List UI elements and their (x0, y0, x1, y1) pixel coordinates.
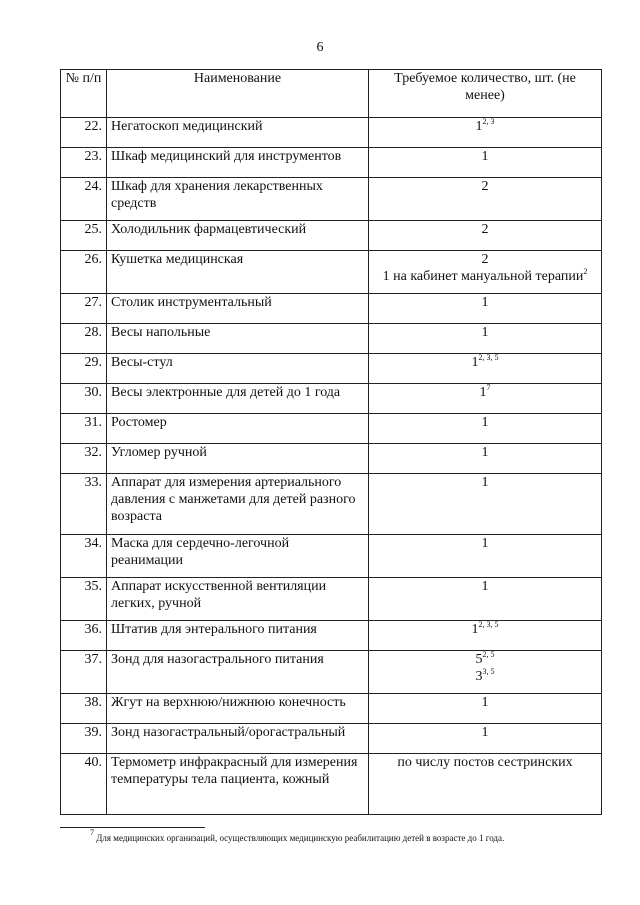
quantity-line (373, 444, 597, 461)
footnote-text: Для медицинских организаций, осуществляющих медицинскую реабилитацию детей в возрасте до 1 года. (96, 833, 505, 843)
row-number: 31. (61, 414, 107, 444)
row-name: Весы напольные (107, 324, 369, 354)
row-number: 34. (61, 535, 107, 578)
quantity-value: 5 (475, 652, 483, 667)
row-quantity (369, 578, 602, 621)
quantity-value: 1 (481, 295, 489, 310)
table-row (61, 621, 602, 651)
row-name: Штатив для энтерального питания (107, 621, 369, 651)
quantity-line (373, 474, 597, 491)
quantity-line (373, 621, 597, 638)
table-row (61, 754, 602, 815)
row-number: 29. (61, 354, 107, 384)
row-name: Маска для сердечно-легочной реанимации (107, 535, 369, 578)
quantity-value: 1 (481, 536, 489, 551)
table-body (61, 118, 602, 815)
row-number: 26. (61, 251, 107, 294)
row-number: 37. (61, 651, 107, 694)
row-number: 25. (61, 221, 107, 251)
row-name: Кушетка медицинская (107, 251, 369, 294)
quantity-line (373, 294, 597, 311)
quantity-value: 1 (481, 149, 489, 164)
row-quantity (369, 621, 602, 651)
quantity-value: 1 (481, 695, 489, 710)
row-quantity (369, 354, 602, 384)
row-name: Термометр инфракрасный для измерения температуры тела пациента, кожный (107, 754, 369, 815)
table-row (61, 444, 602, 474)
quantity-line (373, 251, 597, 268)
quantity-value: 1 на кабинет мануальной терапии (382, 269, 584, 284)
quantity-line (373, 221, 597, 238)
quantity-value: по числу постов сестринских (397, 755, 573, 770)
quantity-value: 2 (481, 179, 489, 194)
row-name: Аппарат искусственной вентиляции легких, ручной (107, 578, 369, 621)
quantity-value: 3 (475, 669, 483, 684)
quantity-line (373, 178, 597, 195)
footnote-reference: 2, 3, 5 (478, 353, 499, 362)
table-row (61, 414, 602, 444)
row-name: Зонд для назогастрального питания (107, 651, 369, 694)
quantity-line (373, 694, 597, 711)
row-name: Холодильник фармацевтический (107, 221, 369, 251)
quantity-value: 1 (481, 579, 489, 594)
quantity-line (373, 148, 597, 165)
quantity-line (373, 414, 597, 431)
table-row (61, 694, 602, 724)
quantity-line (373, 535, 597, 552)
row-number: 40. (61, 754, 107, 815)
row-number: 23. (61, 148, 107, 178)
table-row (61, 118, 602, 148)
row-number: 35. (61, 578, 107, 621)
table-row (61, 578, 602, 621)
row-name: Весы электронные для детей до 1 года (107, 384, 369, 414)
row-quantity (369, 178, 602, 221)
row-quantity (369, 444, 602, 474)
quantity-value: 2 (481, 252, 489, 267)
row-name: Шкаф для хранения лекарственных средств (107, 178, 369, 221)
table-row (61, 221, 602, 251)
quantity-value: 1 (481, 415, 489, 430)
row-quantity (369, 384, 602, 414)
page-number: 6 (316, 40, 324, 55)
row-name: Ростомер (107, 414, 369, 444)
quantity-line (373, 578, 597, 595)
footnote-rule (60, 827, 205, 828)
quantity-line (373, 384, 597, 401)
quantity-line (373, 724, 597, 741)
quantity-value: 1 (481, 445, 489, 460)
row-quantity (369, 474, 602, 535)
row-name: Жгут на верхнюю/нижнюю конечность (107, 694, 369, 724)
row-name: Аппарат для измерения артериального давления с манжетами для детей разного возраста (107, 474, 369, 535)
row-number: 39. (61, 724, 107, 754)
row-number: 24. (61, 178, 107, 221)
quantity-value: 1 (479, 385, 487, 400)
row-quantity (369, 694, 602, 724)
quantity-line (373, 268, 597, 285)
quantity-line (373, 118, 597, 135)
row-quantity (369, 724, 602, 754)
row-name: Весы-стул (107, 354, 369, 384)
footnote-reference: 2 (583, 267, 588, 276)
row-quantity (369, 754, 602, 815)
table-row (61, 294, 602, 324)
row-quantity (369, 535, 602, 578)
quantity-line (373, 754, 597, 771)
quantity-line (373, 651, 597, 668)
table-row (61, 724, 602, 754)
table-row (61, 384, 602, 414)
footnote-mark: 7 (90, 828, 94, 837)
quantity-value: 1 (471, 622, 479, 637)
table-row (61, 535, 602, 578)
header-num: № п/п (61, 70, 107, 118)
header-name: Наименование (107, 70, 369, 118)
row-name: Негатоскоп медицинский (107, 118, 369, 148)
row-number: 33. (61, 474, 107, 535)
row-quantity (369, 148, 602, 178)
table-row (61, 324, 602, 354)
row-quantity (369, 414, 602, 444)
table-header-row (61, 70, 602, 118)
table-row (61, 354, 602, 384)
row-number: 30. (61, 384, 107, 414)
footnote-reference: 2, 5 (482, 650, 495, 659)
footnote-reference: 2, 3, 5 (478, 620, 499, 629)
footnote-reference: 7 (486, 383, 491, 392)
row-name: Угломер ручной (107, 444, 369, 474)
row-name: Столик инструментальный (107, 294, 369, 324)
table-row (61, 251, 602, 294)
row-quantity (369, 118, 602, 148)
quantity-value: 1 (481, 725, 489, 740)
row-quantity (369, 251, 602, 294)
equipment-table (60, 69, 602, 815)
quantity-line (373, 354, 597, 371)
row-number: 36. (61, 621, 107, 651)
quantity-line (373, 324, 597, 341)
table-row (61, 651, 602, 694)
row-number: 38. (61, 694, 107, 724)
row-number: 27. (61, 294, 107, 324)
quantity-value: 1 (481, 325, 489, 340)
row-number: 28. (61, 324, 107, 354)
footnote-reference: 3, 5 (482, 667, 495, 676)
footnote (90, 828, 610, 843)
quantity-value: 1 (471, 355, 479, 370)
table-row (61, 474, 602, 535)
table-row (61, 178, 602, 221)
quantity-line (373, 668, 597, 685)
quantity-value: 2 (481, 222, 489, 237)
row-number: 22. (61, 118, 107, 148)
row-quantity (369, 324, 602, 354)
header-qty: Требуемое количество, шт. (не менее) (369, 70, 602, 118)
footnote-reference: 2, 3 (482, 117, 495, 126)
row-quantity (369, 221, 602, 251)
row-name: Зонд назогастральный/орогастральный (107, 724, 369, 754)
table-row (61, 148, 602, 178)
row-number: 32. (61, 444, 107, 474)
row-name: Шкаф медицинский для инструментов (107, 148, 369, 178)
row-quantity (369, 651, 602, 694)
quantity-value: 1 (475, 119, 483, 134)
quantity-value: 1 (481, 475, 489, 490)
row-quantity (369, 294, 602, 324)
